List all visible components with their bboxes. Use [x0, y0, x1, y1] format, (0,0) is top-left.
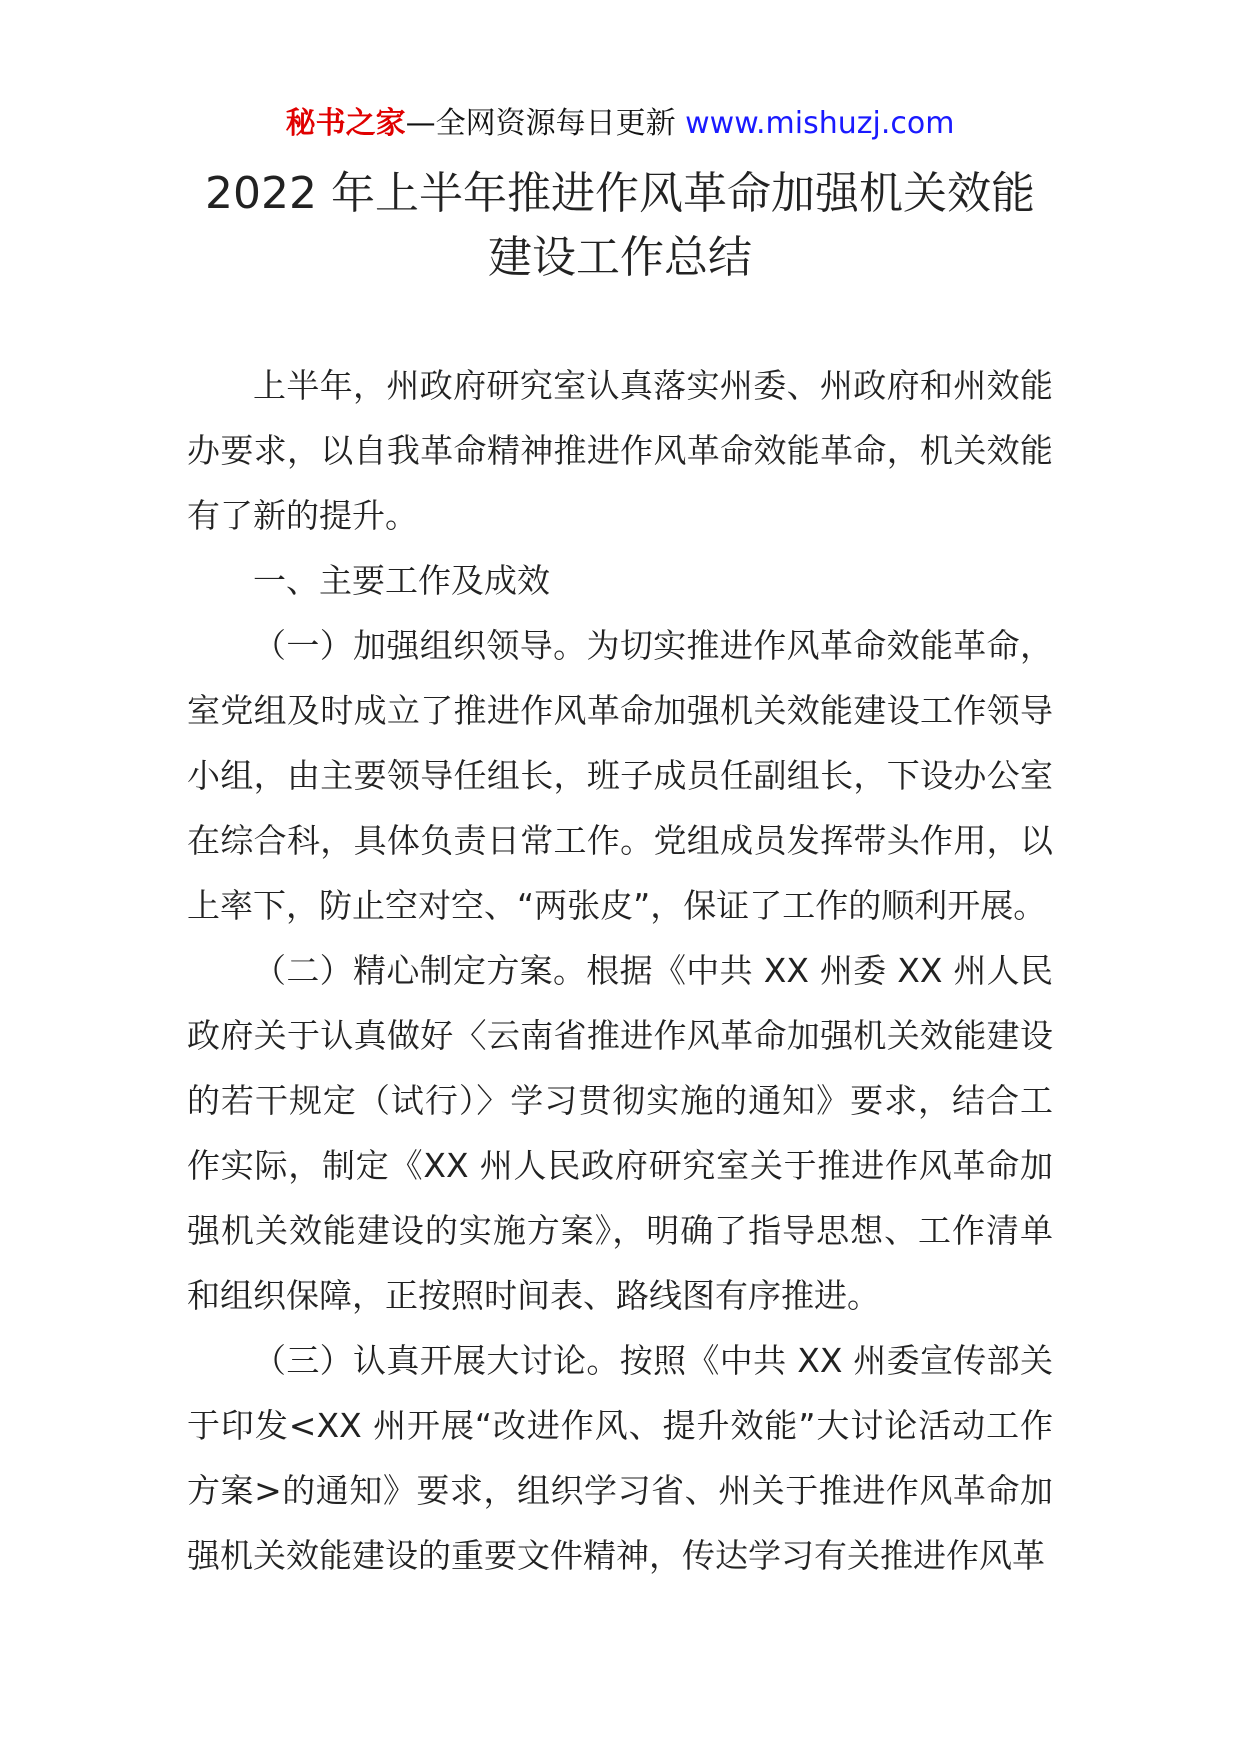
site-header	[0, 100, 1240, 148]
site-slogan: —全网资源每日更新	[405, 106, 686, 141]
document-title	[120, 162, 1120, 290]
body-paragraph: （二）精心制定方案。根据《中共 XX 州委 XX 州人民政府关于认真做好〈云南省推进作风革命加强机关效能建设的若干规定（试行）〉学习贯彻实施的通知》要求，结合工作实际，制定《XX 州人民政府研究室关于推进作风革命加强机关效能建设的实施方案》，明确了指导思想、工作清单和组织保障，正按照时间表、路线图有序推进。	[187, 951, 1053, 1315]
body-paragraph: （三）认真开展大讨论。按照《中共 XX 州委宣传部关于印发<XX 州开展“改进作风、提升效能”大讨论活动工作方案>的通知》要求，组织学习省、州关于推进作风革命加强机关效能建设的重要文件精神，传达学习有关推进作风革	[187, 1341, 1053, 1575]
body-paragraph: （一）加强组织领导。为切实推进作风革命效能革命，室党组及时成立了推进作风革命加强机关效能建设工作领导小组，由主要领导任组长，班子成员任副组长，下设办公室在综合科，具体负责日常工作。党组成员发挥带头作用，以上率下，防止空对空、“两张皮”，保证了工作的顺利开展。	[187, 626, 1053, 925]
section-heading: 一、主要工作及成效	[253, 561, 550, 600]
title-line-1: 2022 年上半年推进作风革命加强机关效能	[205, 168, 1035, 219]
document-body	[187, 353, 1053, 1588]
site-url[interactable]: www.mishuzj.com	[685, 106, 955, 141]
title-line-2: 建设工作总结	[488, 232, 752, 283]
site-name: 秘书之家	[285, 106, 406, 141]
intro-paragraph: 上半年，州政府研究室认真落实州委、州政府和州效能办要求，以自我革命精神推进作风革命效能革命，机关效能有了新的提升。	[187, 366, 1053, 535]
